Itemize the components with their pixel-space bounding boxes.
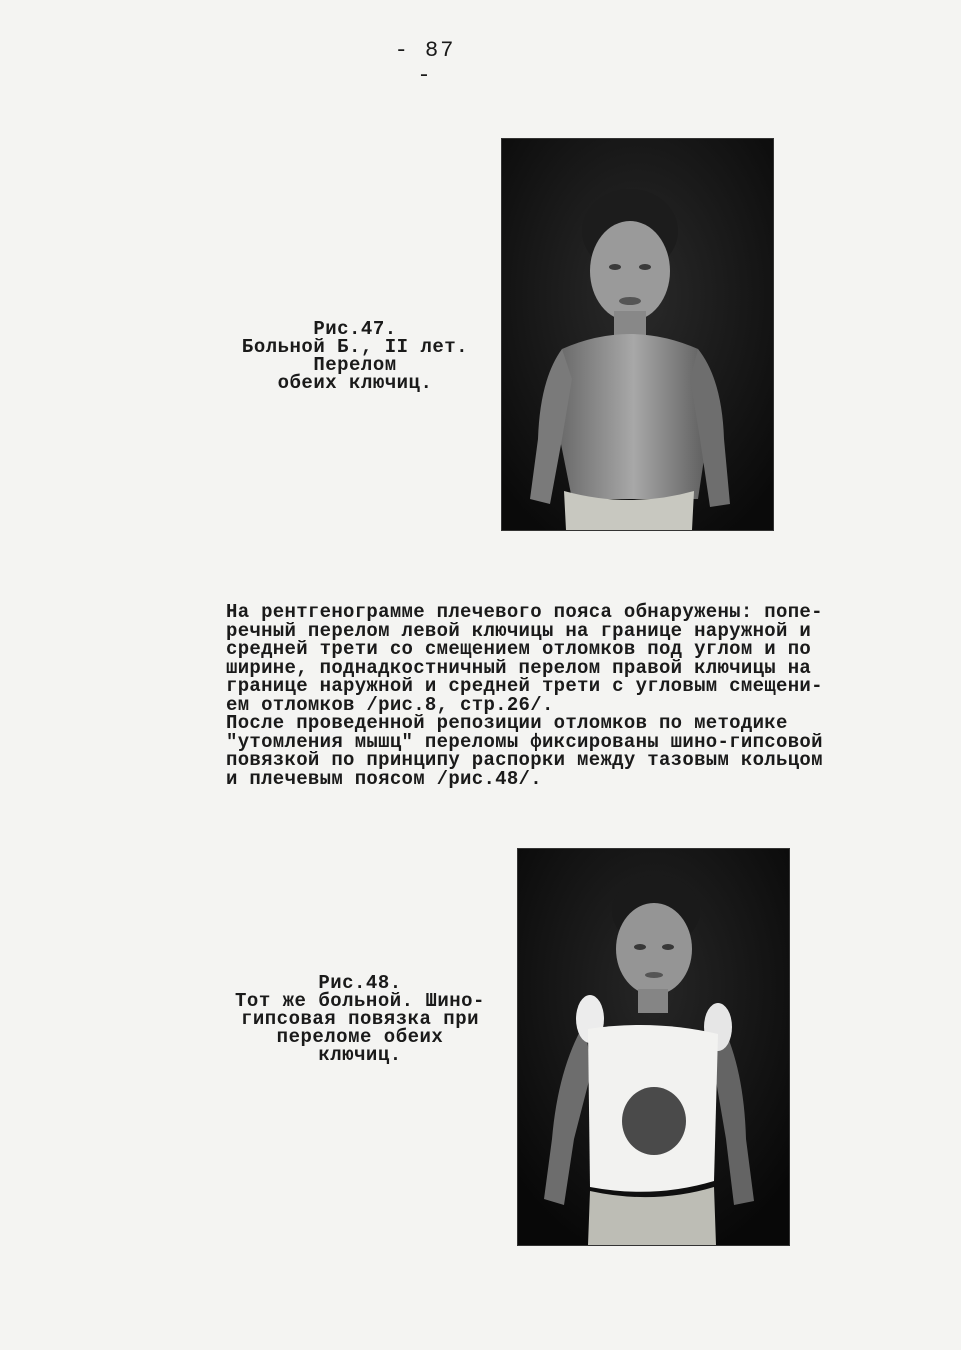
figure-48-photo: [518, 849, 789, 1245]
caption-line: гипсовая повязка при: [240, 1008, 480, 1030]
paragraph-line: средней трети со смещением отломков под углом и по: [226, 638, 812, 660]
paragraph-line: После проведенной репозиции отломков по методике: [226, 712, 788, 734]
caption-line: Тот же больной. Шино-: [235, 990, 485, 1012]
page-number: - 87 -: [394, 38, 456, 88]
paragraph-line: "утомления мышц" переломы фиксированы шино-гипсовой: [226, 730, 823, 753]
caption-line: Рис.48.: [318, 972, 402, 994]
caption-line: Перелом: [313, 354, 397, 376]
figure-47-caption: [215, 320, 495, 392]
caption-line: обеих ключиц.: [277, 372, 433, 394]
paragraph-line: речный перелом левой ключицы на границе наружной и: [226, 619, 812, 642]
figure-47-photo: [502, 139, 773, 530]
figure-48-caption: [215, 974, 505, 1064]
paragraph-line: ширине, поднадкостничный перелом правой ключицы на: [226, 656, 812, 679]
caption-line: ключиц.: [318, 1044, 402, 1066]
paragraph-line: границе наружной и средней трети с угловым смещени-: [226, 675, 823, 697]
paragraph-line: ем отломков /рис.8, стр.26/.: [226, 693, 554, 716]
caption-line: Больной Б., II лет.: [241, 336, 469, 358]
paragraph-line: повязкой по принципу распорки между тазовым кольцом: [226, 749, 823, 771]
paragraph-line: На рентгенограмме плечевого пояса обнаружены: попе-: [226, 601, 823, 623]
paragraph-line: и плечевым поясом /рис.48/.: [226, 767, 542, 790]
caption-line: переломе обеих: [276, 1026, 444, 1048]
caption-line: Рис.47.: [313, 318, 397, 340]
body-paragraph: [226, 603, 866, 788]
